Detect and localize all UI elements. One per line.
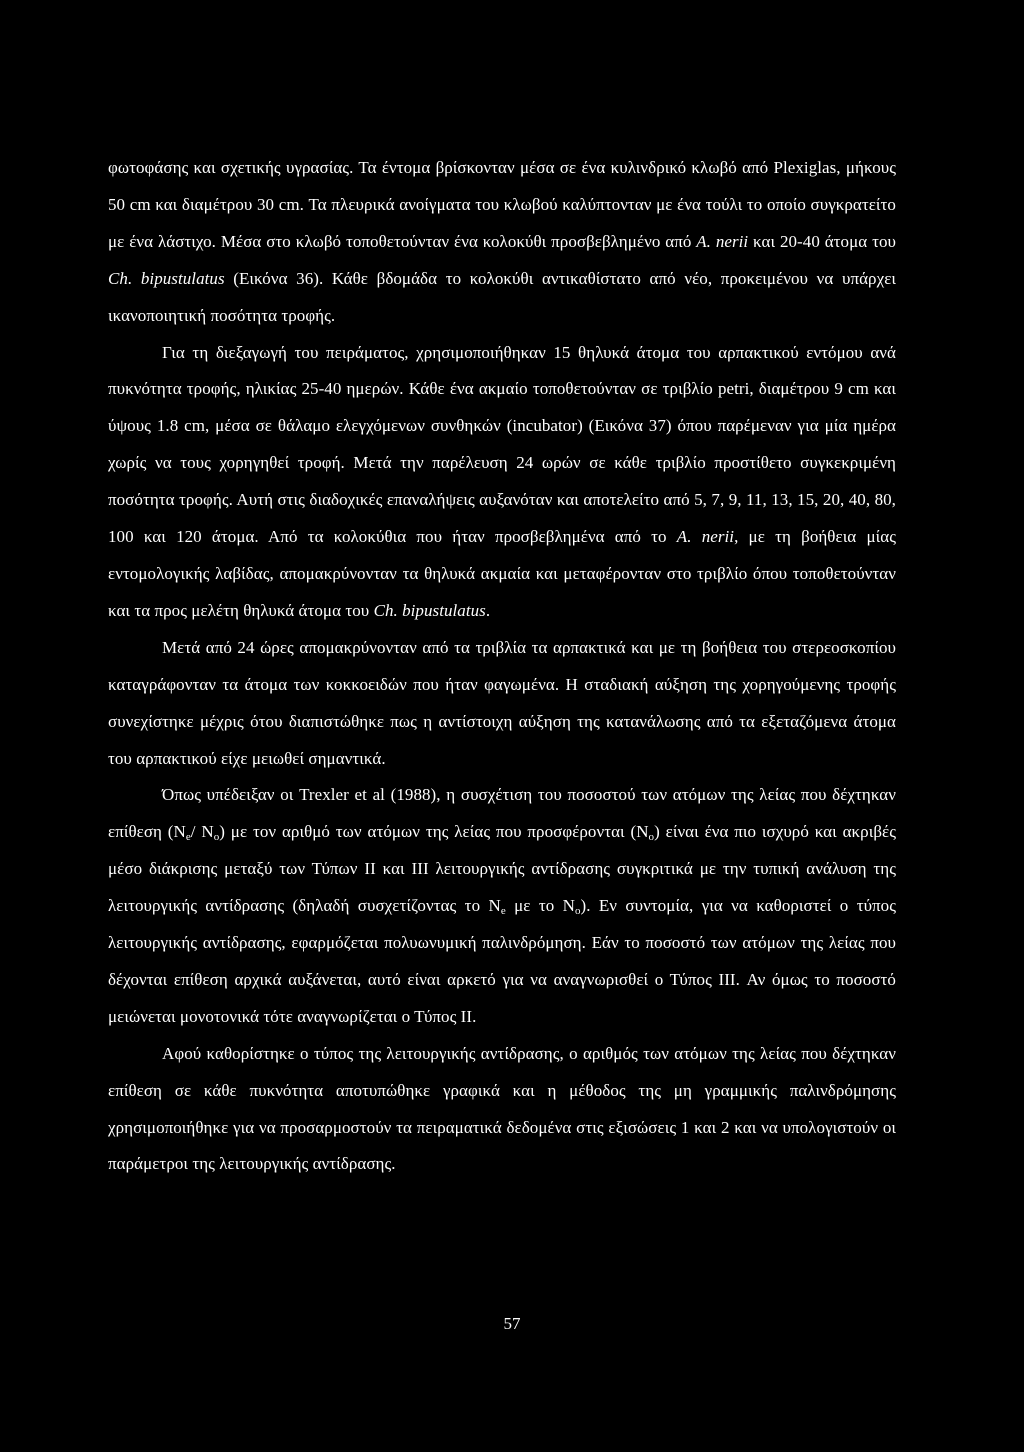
page-number: 57 (503, 1314, 521, 1333)
text-run: (Εικόνα 36). Κάθε βδομάδα το κολοκύθι αντικαθίστατο από νέο, προκειμένου να υπάρχει ικανοποιητική ποσότητα τροφής. (108, 268, 897, 325)
paragraph-3 (108, 630, 896, 778)
text-run: και 20-40 άτομα του (748, 231, 896, 251)
text-run: με το N (505, 896, 575, 916)
text-run: φωτοφάσης και σχετικής υγρασίας. Τα έντομα βρίσκονταν μέσα σε ένα κυλινδρικό κλωβό από Plexiglas, μήκους 50 cm και διαμέτρου 30 cm. Τα πλευρικά ανοίγματα του κλωβού καλύπτονταν με ένα τούλι το οποίο συγκρατείτο με ένα λάστιχο. Μέσα στο κλωβό τοποθετούνταν ένα κολοκύθι προσβεβλημένο από (108, 158, 896, 251)
subscript: o (213, 831, 220, 844)
species-name: Ch. bipustulatus (108, 268, 225, 288)
paragraph-4 (108, 777, 896, 1035)
subscript: e (185, 831, 191, 844)
text-run: ) με τον αριθμό των ατόμων της λείας που προσφέρονται (N (219, 822, 649, 842)
paragraph-5 (108, 1036, 896, 1184)
text-run: . (485, 600, 491, 620)
subscript: e (500, 905, 506, 918)
text-run: ). Εν συντομία, για να καθοριστεί ο τύπος λειτουργικής αντίδρασης, εφαρμόζεται πολυωνυμική παλινδρόμηση. Εάν το ποσοστό των ατόμων της λείας που δέχονται επίθεση αρχικά αυξάνεται, αυτό είναι αρκετό για να αναγνωρισθεί ο Τύπος III. Αν όμως το ποσοστό μειώνεται μονοτονικά τότε αναγνωρίζεται ο Τύπος II. (108, 896, 897, 1026)
subscript: o (648, 831, 655, 844)
paragraph-2 (108, 335, 896, 630)
subscript: o (574, 905, 581, 918)
species-name: A. nerii (676, 527, 735, 547)
text-run: Για τη διεξαγωγή του πειράματος, χρησιμοποιήθηκαν 15 θηλυκά άτομα του αρπακτικού εντόμου ανά πυκνότητα τροφής, ηλικίας 25-40 ημερών. Κάθε ένα ακμαίο τοποθετούνταν σε τριβλίο petri, διαμέτρου 9 cm και ύψους 1.8 cm, μέσα σε θάλαμο ελεγχόμενων συνθηκών (incubator) (Εικόνα 37) όπου παρέμεναν για μία ημέρα χωρίς να τους χορηγηθεί τροφή. Μετά την παρέλευση 24 ωρών σε κάθε τριβλίο προστίθετο συγκεκριμένη ποσότητα τροφής. Αυτή στις διαδοχικές επαναλήψεις αυξανόταν και αποτελείτο από 5, 7, 9, 11, 13, 15, 20, 40, 80, 100 και 120 άτομα. Από τα κολοκύθια που ήταν προσβεβλημένα από το (108, 342, 896, 547)
paragraph-1 (108, 150, 896, 335)
text-run: ) είναι ένα πιο ισχυρό και ακριβές μέσο διάκρισης μεταξύ των Τύπων II και III λειτουργικής αντίδρασης συγκριτικά με την τυπική ανάλυση της λειτουργικής αντίδρασης (δηλαδή συσχετίζοντας το N (108, 822, 896, 916)
species-name: A. nerii (696, 231, 749, 251)
species-name: Ch. bipustulatus (373, 600, 486, 620)
text-run: Αφού καθορίστηκε ο τύπος της λειτουργικής αντίδρασης, ο αριθμός των ατόμων της λείας που δέχτηκαν επίθεση σε κάθε πυκνότητα αποτυπώθηκε γραφικά και η μέθοδος της μη γραμμικής παλινδρόμησης χρησιμοποιήθηκε για να προσαρμοστούν τα πειραματικά δεδομένα στις εξισώσεις 1 και 2 και να υπολογιστούν οι παράμετροι της λειτουργικής αντίδρασης. (108, 1043, 896, 1174)
text-run: , με τη βοήθεια μίας εντομολογικής λαβίδας, απομακρύνονταν τα θηλυκά ακμαία και μεταφέρονταν στο τριβλίο όπου τοποθετούνταν και τα προς μελέτη θηλυκά άτομα του (108, 527, 896, 620)
document-body (108, 150, 896, 1183)
text-run: Μετά από 24 ώρες απομακρύνονταν από τα τριβλία τα αρπακτικά και με τη βοήθεια του στερεοσκοπίου καταγράφονταν τα άτομα των κοκκοειδών που ήταν φαγωμένα. Η σταδιακή αύξηση της χορηγούμενης τροφής συνεχίστηκε μέχρις ότου διαπιστώθηκε πως η αντίστοιχη αύξηση της κατανάλωσης από τα εξεταζόμενα άτομα του αρπακτικού είχε μειωθεί σημαντικά. (108, 637, 896, 768)
text-run: Όπως υπέδειξαν οι Trexler et al (1988), η συσχέτιση του ποσοστού των ατόμων της λείας που δέχτηκαν επίθεση (N (108, 785, 896, 842)
text-run: / N (190, 822, 214, 842)
